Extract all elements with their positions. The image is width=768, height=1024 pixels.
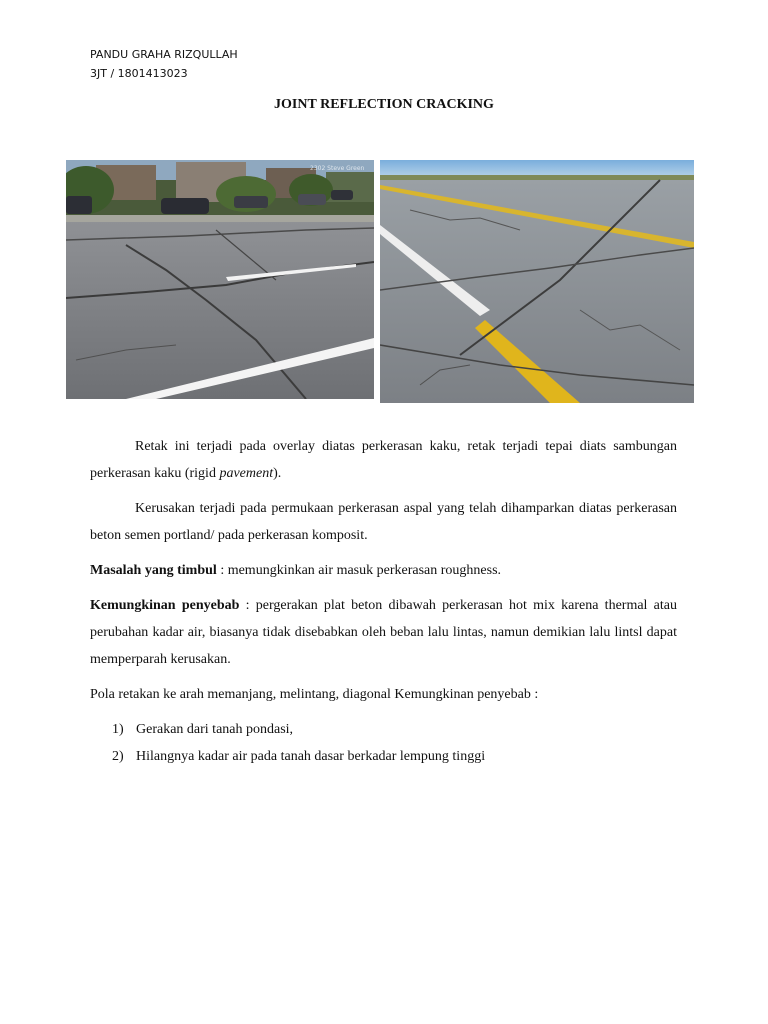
document-title: JOINT REFLECTION CRACKING	[274, 97, 494, 112]
list-item-number: 1)	[112, 722, 124, 737]
paragraph-definition	[90, 433, 677, 487]
photo-watermark: 2302 Steve Green	[310, 165, 365, 172]
list-item-number: 2)	[112, 749, 124, 764]
list-item	[90, 743, 677, 770]
photo-runway-cracking	[380, 160, 694, 403]
cause-list	[90, 716, 677, 770]
list-item-text: Gerakan dari tanah pondasi,	[136, 722, 294, 737]
list-item-text: Hilangnya kadar air pada tanah dasar berkadar lempung tinggi	[136, 749, 486, 764]
paragraph-damage: Kerusakan terjadi pada permukaan perkerasan aspal yang telah dihamparkan diatas perkerasan beton semen portland/ pada perkerasan komposit.	[90, 501, 677, 543]
paragraph-pattern: Pola retakan ke arah memanjang, melintang, diagonal Kemungkinan penyebab :	[90, 687, 539, 702]
document-body	[90, 433, 677, 770]
photo-street-cracking	[66, 160, 374, 399]
cause-text: : pergerakan plat beton dibawah perkerasan hot mix karena thermal atau perubahan kadar air, biasanya tidak disebabkan oleh beban lalu lintas, namun demikian lalu lintsl dapat memperparah kerusakan.	[90, 598, 677, 667]
author-name: PANDU GRAHA RIZQULLAH	[90, 48, 238, 61]
problem-label: Masalah yang timbul	[90, 563, 217, 578]
paragraph-problem	[90, 557, 677, 584]
list-item	[90, 716, 677, 743]
paragraph-cause	[90, 592, 677, 673]
paragraph-definition-end: ).	[273, 466, 282, 481]
paragraph-definition-italic: pavement	[219, 466, 274, 481]
cause-label: Kemungkinan penyebab	[90, 598, 240, 613]
paragraph-definition-text: Retak ini terjadi pada overlay diatas perkerasan kaku, retak terjadi tepai diats sambungan perkerasan kaku (rigid	[90, 439, 677, 481]
student-id: 3JT / 1801413023	[90, 67, 188, 80]
document-header	[90, 45, 238, 83]
problem-text: : memungkinkan air masuk perkerasan roughness.	[216, 563, 502, 578]
